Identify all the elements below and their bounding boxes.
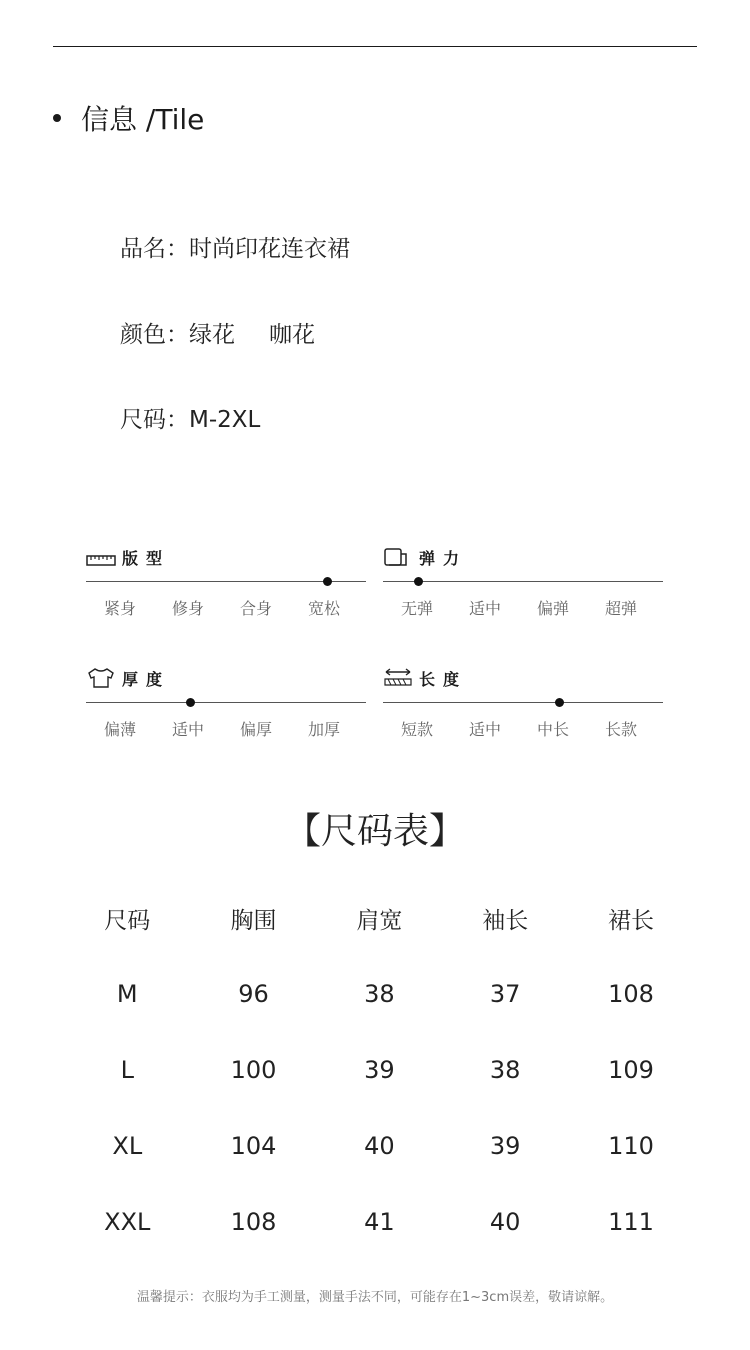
attr-elasticity <box>383 545 663 619</box>
table-cell: XXL <box>104 1208 151 1236</box>
attr-option: 偏厚 <box>239 720 272 739</box>
attr-option: 加厚 <box>307 720 340 739</box>
bullet-icon <box>53 114 61 122</box>
attr-option: 适中 <box>171 720 204 739</box>
table-cell: 96 <box>238 980 269 1008</box>
header-cell: 胸围 <box>230 907 277 934</box>
product-size: 尺码：M-2XL <box>120 407 261 433</box>
table-cell: 108 <box>230 1208 277 1236</box>
attr-thickness-label: 厚度 <box>122 669 171 689</box>
attr-option: 紧身 <box>103 599 136 618</box>
attr-option: 中长 <box>536 720 569 739</box>
table-cell: 38 <box>364 980 395 1008</box>
attr-length-track <box>383 702 663 703</box>
table-cell: 39 <box>364 1056 395 1084</box>
attr-fit-track <box>86 581 366 582</box>
table-cell: 109 <box>608 1056 654 1084</box>
measurement-note: 温馨提示：衣服均为手工测量，测量手法不同，可能存在1~3cm误差，敬请谅解。 <box>136 1290 614 1305</box>
attr-option: 偏弹 <box>536 599 569 618</box>
attr-fit <box>86 545 366 619</box>
header-cell: 肩宽 <box>356 907 403 934</box>
header-cell: 尺码 <box>104 907 151 934</box>
size-table-title: 【尺码表】 <box>284 811 465 852</box>
size-table <box>64 880 694 1260</box>
attr-length-marker <box>555 698 564 707</box>
attr-option: 宽松 <box>307 599 340 618</box>
header-cell: 袖长 <box>482 907 529 934</box>
ruler-icon <box>86 546 116 568</box>
attr-option: 长款 <box>604 720 637 739</box>
table-row <box>64 1184 694 1260</box>
table-cell: 41 <box>364 1208 395 1236</box>
section-title <box>53 98 204 138</box>
top-divider <box>53 46 697 47</box>
attr-thickness-track <box>86 702 366 703</box>
product-color-extra: 咖花 <box>269 322 315 348</box>
table-cell: 40 <box>489 1208 521 1236</box>
attr-fit-label: 版型 <box>122 548 171 568</box>
table-cell: 100 <box>230 1056 277 1084</box>
table-cell: 38 <box>489 1056 521 1084</box>
attr-option: 适中 <box>468 599 501 618</box>
table-cell: M <box>116 980 138 1008</box>
table-cell: 39 <box>489 1132 521 1160</box>
attr-option: 合身 <box>239 599 272 618</box>
attr-length <box>383 666 663 740</box>
attr-option: 超弹 <box>604 599 637 618</box>
shirt-icon <box>86 667 116 689</box>
attr-option: 偏薄 <box>103 720 136 739</box>
table-cell: 108 <box>608 980 654 1008</box>
size-table-header-row <box>64 880 694 956</box>
table-cell: L <box>120 1056 134 1084</box>
attr-length-label: 长度 <box>419 669 468 689</box>
table-cell: 37 <box>489 980 521 1008</box>
attr-elasticity-track <box>383 581 663 582</box>
product-color-label: 颜色：绿花 <box>120 322 235 348</box>
product-color <box>120 316 315 349</box>
table-cell: 111 <box>608 1208 654 1236</box>
attr-thickness-marker <box>186 698 195 707</box>
table-row <box>64 1108 694 1184</box>
length-icon <box>383 667 413 689</box>
attr-elasticity-label: 弹力 <box>419 548 468 568</box>
attr-option: 修身 <box>171 599 204 618</box>
table-cell: 104 <box>230 1132 277 1160</box>
section-title-text: 信息 /Tile <box>81 103 205 136</box>
stretch-icon <box>383 546 413 568</box>
product-name: 品名：时尚印花连衣裙 <box>120 236 350 262</box>
table-cell: 110 <box>608 1132 654 1160</box>
header-cell: 裙长 <box>608 907 655 934</box>
table-cell: 40 <box>364 1132 395 1160</box>
attr-elasticity-marker <box>414 577 423 586</box>
table-cell: XL <box>112 1132 143 1160</box>
attr-option: 适中 <box>468 720 501 739</box>
table-row <box>64 1032 694 1108</box>
attr-thickness <box>86 666 366 740</box>
table-row <box>64 956 694 1032</box>
attr-option: 短款 <box>400 720 433 739</box>
attr-option: 无弹 <box>400 599 433 618</box>
attr-fit-marker <box>323 577 332 586</box>
